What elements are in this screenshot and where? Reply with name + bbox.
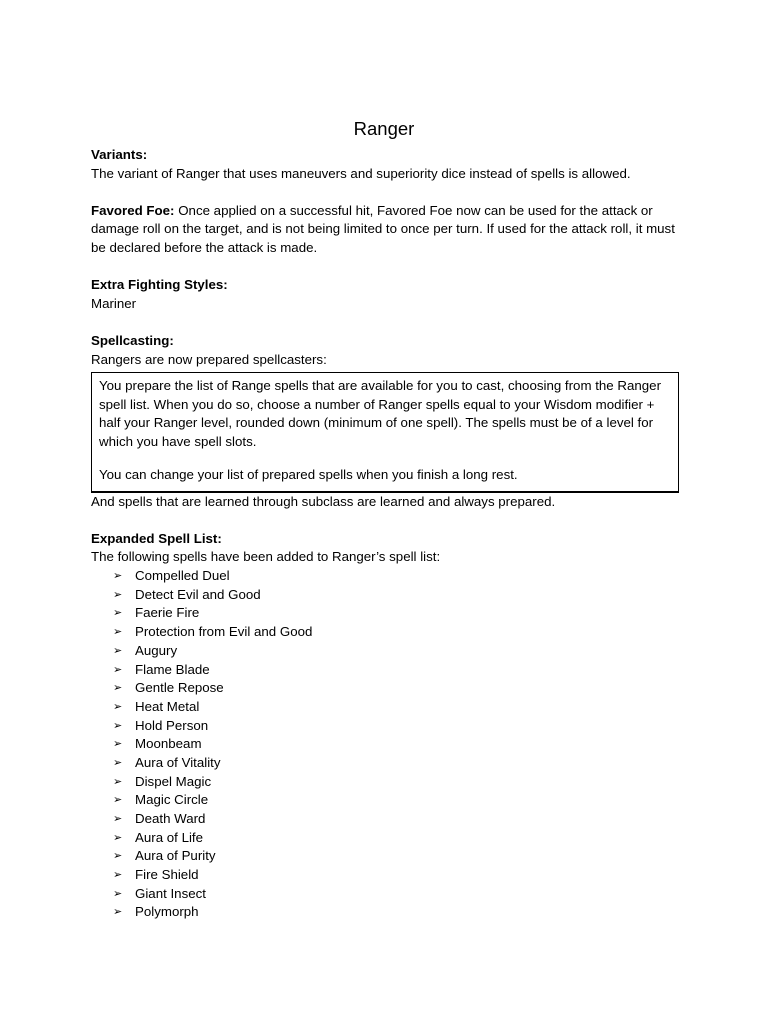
spell-name: Gentle Repose: [135, 680, 224, 696]
spell-list-item: [91, 810, 681, 829]
spell-name: Flame Blade: [135, 661, 210, 677]
spell-list-item: [91, 661, 681, 680]
expanded-spell-list-intro: The following spells have been added to Ranger’s spell list:: [91, 549, 441, 565]
spellcasting-box-paragraph-2: You can change your list of prepared spells when you finish a long rest.: [99, 467, 518, 483]
favored-foe-heading: Favored Foe:: [91, 202, 175, 218]
expanded-spell-list-heading: Expanded Spell List:: [91, 530, 222, 546]
spell-list-item: [91, 773, 681, 792]
arrow-bullet-icon: ➢: [113, 606, 123, 620]
arrow-bullet-icon: ➢: [113, 812, 123, 825]
extra-fighting-styles-heading: Extra Fighting Styles:: [91, 277, 228, 293]
spell-name: Protection from Evil and Good: [135, 624, 313, 640]
expanded-spell-list-section: [91, 530, 681, 922]
extra-fighting-styles-section: [91, 276, 681, 313]
spell-name: Dispel Magic: [135, 773, 212, 789]
spell-name: Fire Shield: [135, 867, 199, 883]
spell-name: Compelled Duel: [135, 568, 230, 584]
spell-list-item: [91, 698, 681, 717]
variants-section: [91, 146, 681, 183]
arrow-bullet-icon: ➢: [113, 755, 123, 769]
spellcasting-outro: And spells that are learned through subclass are learned and always prepared.: [91, 493, 556, 509]
spell-list-item: [91, 829, 681, 848]
arrow-bullet-icon: ➢: [113, 905, 123, 919]
spellcasting-section: [91, 332, 681, 511]
spellcasting-rules-box: [91, 372, 679, 493]
spell-name: Giant Insect: [135, 885, 206, 901]
extra-fighting-styles-text: Mariner: [91, 295, 137, 311]
spell-list-item: [91, 735, 681, 754]
arrow-bullet-icon: ➢: [113, 569, 123, 583]
spell-name: Faerie Fire: [135, 605, 200, 621]
spell-list-item: [91, 567, 681, 586]
arrow-bullet-icon: ➢: [113, 737, 123, 751]
arrow-bullet-icon: ➢: [113, 886, 123, 900]
spell-list-item: [91, 903, 681, 922]
spell-list-item: [91, 642, 681, 661]
spell-list-item: [91, 754, 681, 773]
spellcasting-box-paragraph-1: You prepare the list of Range spells that are available for you to cast, choosing from the Ranger spell list. When you do so, choose a number of Ranger spells equal to your Wisdom modifier + half your Ranger level, rounded down (minimum of one spell). The spells must be of a level for which you have spell slots.: [99, 378, 662, 449]
spell-list-item: [91, 847, 681, 866]
spell-name: Death Ward: [135, 811, 206, 826]
spell-name: Moonbeam: [135, 736, 202, 752]
spell-name: Augury: [135, 642, 178, 658]
arrow-bullet-icon: ➢: [113, 681, 123, 695]
spell-name: Polymorph: [135, 904, 199, 920]
spellcasting-intro: Rangers are now prepared spellcasters:: [91, 351, 327, 367]
arrow-bullet-icon: ➢: [113, 774, 123, 788]
arrow-bullet-icon: ➢: [113, 643, 123, 657]
spell-list-item: [91, 866, 681, 885]
favored-foe-paragraph: [91, 202, 681, 258]
arrow-bullet-icon: ➢: [113, 868, 123, 882]
favored-foe-text: Once applied on a successful hit, Favored Foe now can be used for the attack or damage roll on the target, and is not being limited to once per turn. If used for the attack roll, it must be declared before the attack is made.: [91, 202, 675, 255]
arrow-bullet-icon: ➢: [113, 625, 123, 639]
document-body: [91, 146, 681, 922]
spell-list: [91, 567, 681, 922]
spell-list-item: [91, 604, 681, 623]
arrow-bullet-icon: ➢: [113, 830, 123, 844]
spell-name: Hold Person: [135, 717, 209, 733]
spell-list-item: [91, 679, 681, 698]
spell-list-item: [91, 586, 681, 605]
spellcasting-heading: Spellcasting:: [91, 332, 174, 348]
arrow-bullet-icon: ➢: [113, 699, 123, 713]
spell-name: Heat Metal: [135, 698, 200, 714]
spell-name: Magic Circle: [135, 792, 209, 808]
spell-list-item: [91, 885, 681, 904]
variants-text: The variant of Ranger that uses maneuvers and superiority dice instead of spells is allowed.: [91, 165, 631, 181]
arrow-bullet-icon: ➢: [113, 793, 123, 807]
spell-name: Aura of Vitality: [135, 754, 221, 770]
spell-list-item: [91, 791, 681, 810]
spell-name: Aura of Life: [135, 829, 204, 845]
spell-name: Detect Evil and Good: [135, 586, 261, 602]
spell-list-item: [91, 623, 681, 642]
page-title: Ranger: [353, 118, 415, 139]
spell-name: Aura of Purity: [135, 848, 216, 864]
favored-foe-section: [91, 202, 681, 258]
arrow-bullet-icon: ➢: [113, 718, 123, 732]
spell-list-item: [91, 717, 681, 736]
arrow-bullet-icon: ➢: [113, 662, 123, 676]
arrow-bullet-icon: ➢: [113, 849, 123, 863]
variants-heading: Variants:: [91, 147, 148, 162]
arrow-bullet-icon: ➢: [113, 587, 123, 601]
